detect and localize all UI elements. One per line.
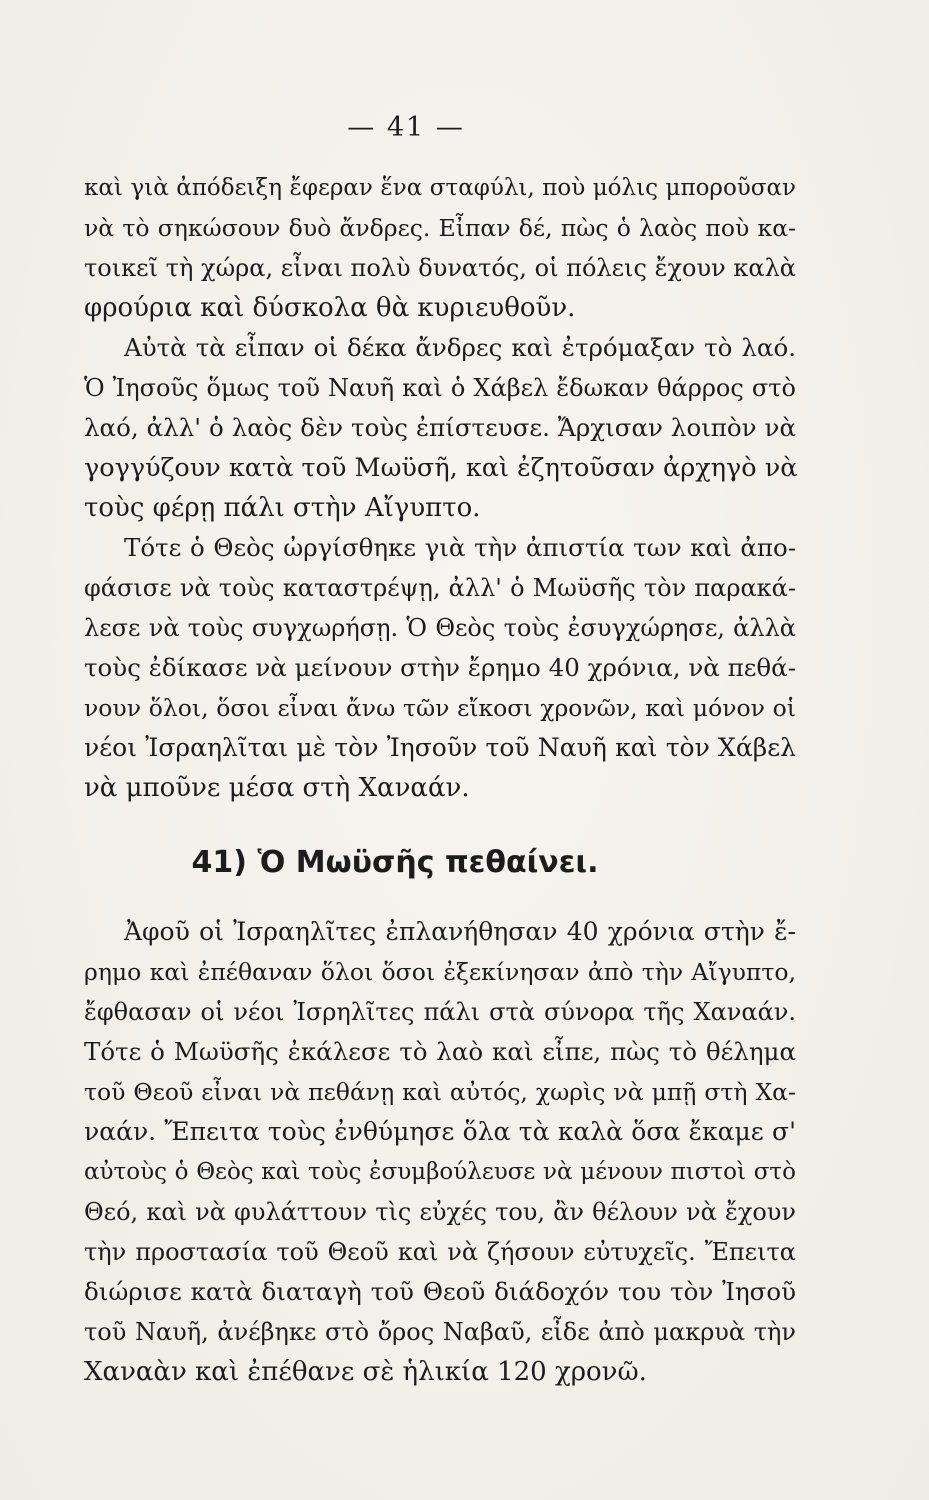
paragraph-4 [84,912,796,1392]
text-line: λεσε νὰ τοὺς συγχωρήσῃ. Ὁ Θεὸς τοὺς ἐσυγχώρησε, ἀλλὰ [84,614,796,642]
paragraph-3 [84,528,796,808]
text-line: νέοι Ἰσραηλῖται μὲ τὸν Ἰησοῦν τοῦ Ναυῆ καὶ τὸν Χάβελ [84,733,796,762]
page-text [84,168,796,1392]
paragraph-1 [84,168,796,328]
text-line: φρούρια καὶ δύσκολα θὰ κυριευθοῦν. [84,293,576,323]
text-line: τοῦ Ναυῆ, ἀνέβηκε στὸ ὄρος Ναβαῦ, εἶδε ἀπὸ μακρυὰ τὴν [84,1318,796,1346]
text-line: τοῦ Θεοῦ εἶναι νὰ πεθάνῃ καὶ αὐτός, χωρὶς νὰ μπῇ στὴ Χα- [84,1078,796,1106]
text-line: ρημο καὶ ἐπέθαναν ὅλοι ὅσοι ἐξεκίνησαν ἀπὸ τὴν Αἴγυπτο, [84,958,796,986]
text-line: τοὺς ἐδίκασε νὰ μείνουν στὴν ἔρημο 40 χρόνια, νὰ πεθά- [84,653,796,682]
text-line: τοὺς φέρῃ πάλι στὴν Αἴγυπτο. [84,493,481,523]
text-line: γογγύζουν κατὰ τοῦ Μωϋσῆ, καὶ ἐζητοῦσαν ἀρχηγὸ νὰ [84,453,798,483]
text-line: Τότε ὁ Θεὸς ὠργίσθηκε γιὰ τὴν ἀπιστία των καὶ ἀπο- [124,533,796,562]
text-line: Ἀφοῦ οἱ Ἰσραηλῖτες ἐπλανήθησαν 40 χρόνια στὴν ἔ- [124,917,796,946]
page-number: — 41 — [347,112,465,143]
text-line: Αὐτὰ τὰ εἶπαν οἱ δέκα ἄνδρες καὶ ἐτρόμαξαν τὸ λαό. [124,333,796,362]
text-line: Θεό, καὶ νὰ φυλάττουν τὶς εὐχές του, ἂν θέλουν νὰ ἔχουν [84,1198,796,1226]
text-line: Τότε ὁ Μωϋσῆς ἐκάλεσε τὸ λαὸ καὶ εἶπε, πὼς τὸ θέλημα [84,1037,796,1066]
text-line: νὰ τὸ σηκώσουν δυὸ ἄνδρες. Εἶπαν δέ, πὼς ὁ λαὸς ποὺ κα- [84,214,796,242]
text-line: ναάν. Ἔπειτα τοὺς ἐνθύμησε ὅλα τὰ καλὰ ὅσα ἔκαμε σ' [84,1117,796,1146]
text-line: ἔφθασαν οἱ νέοι Ἰσρηλῖτες πάλι στὰ σύνορα τῆς Χαναάν. [84,998,796,1026]
text-line: Ὁ Ἰησοῦς ὅμως τοῦ Ναυῆ καὶ ὁ Χάβελ ἔδωκαν θάρρος στὸ [84,374,796,402]
section-heading: 41) Ὁ Μωϋσῆς πεθαίνει. [191,845,599,880]
text-line: Χαναὰν καὶ ἐπέθανε σὲ ἡλικία 120 χρονῶ. [84,1357,647,1387]
text-line: νὰ μποῦνε μέσα στὴ Χαναάν. [84,773,470,803]
text-line: καὶ γιὰ ἀπόδειξη ἔφεραν ἕνα σταφύλι, ποὺ μόλις μποροῦσαν [84,175,796,201]
text-line: νουν ὅλοι, ὅσοι εἶναι ἄνω τῶν εἴκοσι χρονῶν, καὶ μόνον οἱ [84,694,796,722]
text-line: φάσισε νὰ τοὺς καταστρέψῃ, ἀλλ' ὁ Μωϋσῆς τὸν παρακά- [84,574,796,602]
text-line: λαό, ἀλλ' ὁ λαὸς δὲν τοὺς ἐπίστευσε. Ἄρχισαν λοιπὸν νὰ [84,413,796,442]
paragraph-2 [84,328,796,528]
text-line: αὐτοὺς ὁ Θεὸς καὶ τοὺς ἐσυμβούλευσε νὰ μένουν πιστοὶ στὸ [84,1159,796,1185]
text-line: τὴν προστασία τοῦ Θεοῦ καὶ νὰ ζήσουν εὐτυχεῖς. Ἔπειτα [84,1238,796,1266]
text-line: τοικεῖ τὴ χώρα, εἶναι πολὺ δυνατός, οἱ πόλεις ἔχουν καλὰ [84,254,796,282]
text-line: διώρισε κατὰ διαταγὴ τοῦ Θεοῦ διάδοχόν του τὸν Ἰησοῦ [84,1277,796,1306]
